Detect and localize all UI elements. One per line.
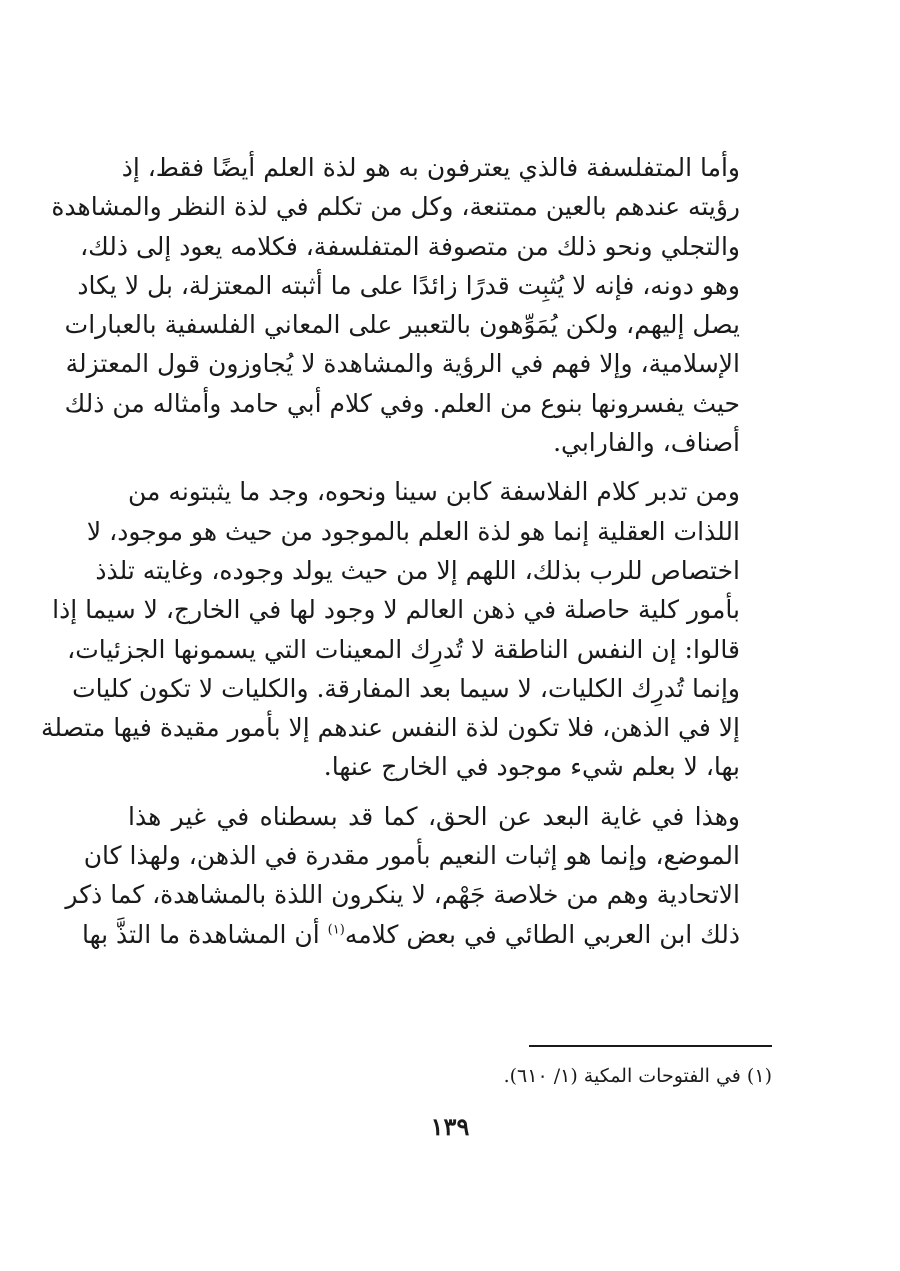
text-line: حيث يفسرونها بنوع من العلم. وفي كلام أبي حامد وأمثاله من ذلك [64, 388, 740, 418]
text-line: والتجلي ونحو ذلك من متصوفة المتفلسفة، فكلامه يعود إلى ذلك، [80, 231, 740, 261]
text-line-with-footnote-ref [81, 915, 772, 954]
paragraph-2 [41, 472, 772, 786]
text-segment: ذلك ابن العربي الطائي في بعض كلامه [344, 919, 740, 949]
text-line: وهو دونه، فإنه لا يُثبِت قدرًا زائدًا على ما أثبته المعتزلة، بل لا يكاد [77, 270, 740, 300]
footnote-divider [529, 1045, 772, 1047]
paragraph-3 [65, 797, 772, 954]
page-number: ١٣٩ [430, 1112, 470, 1141]
text-line: وإنما تُدرِك الكليات، لا سيما بعد المفارقة. والكليات لا تكون كليات [72, 673, 740, 703]
text-line: بأمور كلية حاصلة في ذهن العالم لا وجود لها في الخارج، لا سيما إذا [52, 595, 740, 625]
text-line: قالوا: إن النفس الناطقة لا تُدرِك المعينات التي يسمونها الجزئيات، [67, 634, 740, 664]
text-line: اختصاص للرب بذلك، اللهم إلا من حيث يولد وجوده، وغايته تلذذ [95, 555, 740, 585]
paragraph-1 [51, 148, 772, 462]
text-line: رؤيته عندهم بالعين ممتنعة، وكل من تكلم في لذة النظر والمشاهدة [51, 192, 740, 222]
text-line: إلا في الذهن، فلا تكون لذة النفس عندهم إلا بأمور مقيدة فيها متصلة [41, 713, 740, 743]
text-line: ومن تدبر كلام الفلاسفة كابن سينا ونحوه، وجد ما يثبتونه من [128, 477, 740, 507]
text-line: الموضع، وإنما هو إثبات النعيم بأمور مقدرة في الذهن، ولهذا كان [83, 841, 740, 871]
text-line: أصناف، والفارابي. [553, 428, 740, 458]
text-line: اللذات العقلية إنما هو لذة العلم بالموجود من حيث هو موجود، لا [86, 516, 740, 546]
text-line: الإسلامية، وإلا فهم في الرؤية والمشاهدة لا يُجاوزون قول المعتزلة [65, 349, 740, 379]
text-line: بها، لا بعلم شيء موجود في الخارج عنها. [323, 752, 740, 782]
footnote: (١) في الفتوحات المكية (١/ ٦١٠). [503, 1065, 772, 1087]
text-line: يصل إليهم، ولكن يُمَوِّهون بالتعبير على المعاني الفلسفية بالعبارات [64, 310, 740, 340]
footnote-reference[interactable]: (١) [327, 922, 345, 938]
text-line: الاتحادية وهم من خلاصة جَهْم، لا ينكرون اللذة بالمشاهدة، كما ذكر [65, 880, 740, 910]
page-body [41, 148, 772, 964]
text-segment: أن المشاهدة ما التذَّ بها [81, 919, 328, 949]
text-line: وأما المتفلسفة فالذي يعترفون به هو لذة العلم أيضًا فقط، إذ [121, 153, 740, 182]
text-line: وهذا في غاية البعد عن الحق، كما قد بسطناه في غير هذا [128, 801, 740, 831]
